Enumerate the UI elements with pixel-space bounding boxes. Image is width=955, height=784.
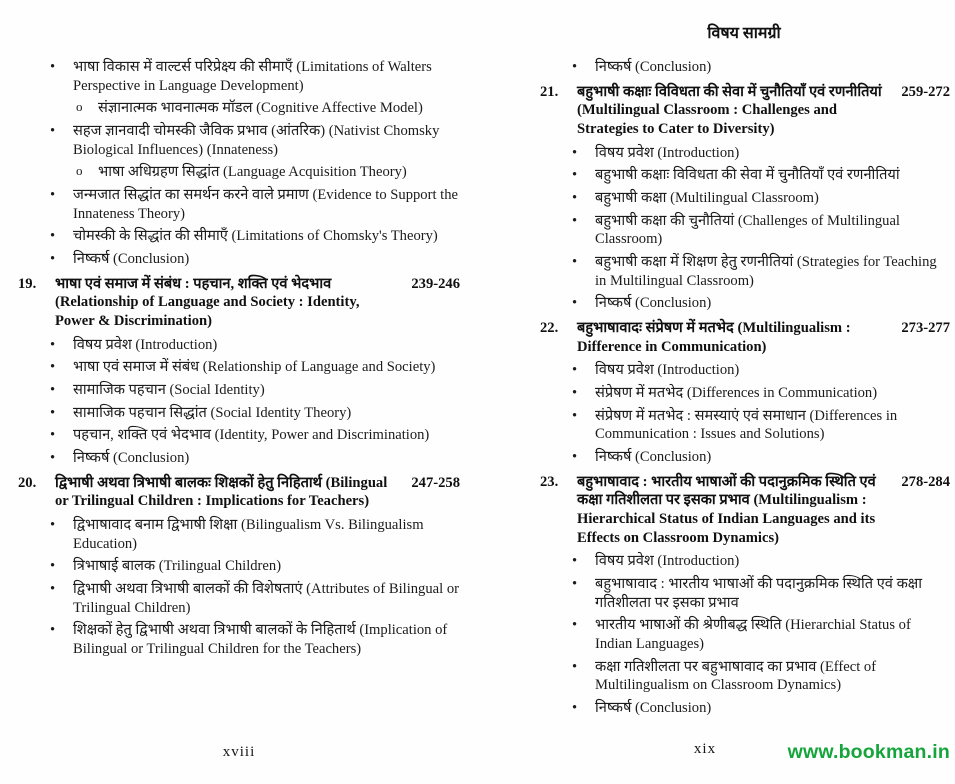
bullet-text: बहुभाषी कक्षा (Multilingual Classroom) (595, 190, 819, 207)
entry-page-range: 273-277 (901, 320, 950, 337)
bullet-icon: • (50, 59, 56, 75)
bullet-text: संप्रेषण में मतभेद (Differences in Communication) (595, 385, 878, 402)
bullet-text: त्रिभाषाई बालक (Trilingual Children) (73, 558, 282, 575)
sub-bullet-icon: o (76, 99, 83, 115)
toc-entry (18, 58, 460, 269)
bullet-text: निष्कर्ष (Conclusion) (595, 449, 712, 466)
bullet-text: निष्कर्ष (Conclusion) (595, 700, 712, 717)
toc-bullet (50, 122, 460, 159)
entry-page-range: 278-284 (901, 473, 950, 490)
bullet-icon: • (50, 228, 56, 245)
toc-bullet (50, 426, 460, 445)
bullet-text: विषय प्रवेश (Introduction) (595, 144, 740, 161)
entry-page-range: 259-272 (901, 83, 950, 100)
bullet-icon: • (572, 700, 578, 717)
toc-bullet (572, 253, 950, 290)
watermark-bookman: www.bookman.in (787, 741, 950, 763)
toc-bullet (572, 658, 950, 695)
entry-number: 23. (540, 473, 559, 490)
entry-heading (540, 83, 950, 139)
entry-heading (18, 275, 460, 331)
toc-bullet (50, 381, 460, 400)
bullet-text: बहुभाषी कक्षा की चुनौतियां (Challenges of Multilingual Classroom) (595, 212, 900, 248)
bullet-text: बहुभाषावाद : भारतीय भाषाओं की पदानुक्रमिक स्थिति एवं कक्षा गतिशीलता पर इसका प्रभाव (595, 576, 923, 611)
bullet-text: द्विभाषावाद बनाम द्विभाषी शिक्षा (Bilingualism Vs. Bilingualism Education) (73, 517, 424, 552)
toc-bullet (50, 227, 460, 246)
bullet-text: चोमस्की के सिद्धांत की सीमाएँ (Limitations of Chomsky's Theory) (73, 228, 438, 245)
bullet-icon: • (50, 187, 56, 204)
toc-bullet (76, 99, 460, 118)
bullet-text: संप्रेषण में मतभेद : समस्याएं एवं समाधान (Differences in Communication : Issues and Solutions) (595, 407, 898, 443)
bullet-text: सामाजिक पहचान सिद्धांत (Social Identity Theory) (73, 404, 352, 421)
toc-bullet (50, 449, 460, 468)
toc-bullet (572, 361, 950, 380)
bullet-icon: • (572, 295, 578, 312)
bullet-text: शिक्षकों हेतु द्विभाषी अथवा त्रिभाषी बालकों के निहितार्थ (Implication of Bilingual or Trilingual Children for the Teachers) (73, 622, 448, 658)
bullet-icon: • (572, 254, 578, 271)
bullet-list (50, 516, 460, 659)
bullet-list (572, 144, 950, 313)
bullet-icon: • (50, 336, 56, 353)
bullet-text: जन्मजात सिद्धांत का समर्थन करने वाले प्रमाण (Evidence to Support the Innateness Theory) (73, 187, 458, 222)
toc-bullet (572, 575, 950, 612)
bullet-icon: • (572, 449, 578, 466)
entry-title: बहुभाषी कक्षाः विविधता की सेवा में चुनौतियाँ एवं रणनीतियां (Multilingual Classroom : Challenges and Strategies to Cater to Diversity) (577, 83, 882, 138)
entry-title: बहुभाषावादः संप्रेषण में मतभेद (Multilingualism : Difference in Communication) (577, 320, 851, 355)
right-page-number: xix (693, 741, 717, 757)
toc-bullet (572, 166, 950, 185)
toc-bullet (572, 294, 950, 313)
bullet-list (572, 58, 950, 77)
toc-bullet (50, 58, 460, 95)
bullet-icon: • (50, 251, 56, 268)
bullet-icon: • (50, 558, 56, 575)
bullet-icon: • (50, 404, 56, 421)
toc-bullet (50, 516, 460, 553)
bullet-text: द्विभाषी अथवा त्रिभाषी बालकों की विशेषताएं (Attributes of Bilingual or Trilingual Children) (73, 581, 459, 616)
bullet-text: भारतीय भाषाओं की श्रेणीबद्ध स्थिति (Hierarchial Status of Indian Languages) (595, 617, 911, 653)
toc-bullet (50, 186, 460, 223)
toc-bullet (572, 616, 950, 653)
toc-entry (18, 275, 460, 468)
right-page-toc-column (540, 58, 950, 722)
bullet-icon: • (572, 362, 578, 379)
left-page-toc-column (18, 58, 460, 663)
toc-bullet (572, 407, 950, 444)
bullet-icon: • (572, 167, 578, 184)
toc-bullet (572, 699, 950, 718)
bullet-icon: • (572, 576, 578, 593)
toc-bullet (50, 404, 460, 423)
bullet-icon: • (50, 622, 56, 639)
bullet-icon: • (50, 581, 56, 598)
bullet-list (50, 58, 460, 269)
bullet-text: विषय प्रवेश (Introduction) (595, 553, 740, 570)
toc-entry (540, 473, 950, 718)
bullet-text: निष्कर्ष (Conclusion) (595, 295, 712, 312)
bullet-icon: • (572, 658, 578, 675)
bullet-icon: • (50, 427, 56, 444)
entry-number: 20. (18, 474, 37, 491)
entry-number: 19. (18, 275, 37, 292)
bullet-icon: • (572, 385, 578, 402)
bullet-text: भाषा विकास में वाल्टर्स परिप्रेक्ष्य की सीमाएँ (Limitations of Walters Perspective in Language Development) (73, 59, 432, 94)
bullet-text: सहज ज्ञानवादी चोमस्की जैविक प्रभाव (आंतरिक) (Nativist Chomsky Biological Influences) (Innateness) (73, 123, 440, 158)
toc-bullet (50, 580, 460, 617)
toc-bullet (572, 189, 950, 208)
entry-heading (540, 319, 950, 356)
bullet-icon: • (50, 382, 56, 399)
bullet-icon: • (572, 553, 578, 570)
toc-entry (540, 58, 950, 77)
bullet-text: निष्कर्ष (Conclusion) (73, 450, 190, 467)
bullet-icon: • (50, 450, 56, 467)
bullet-icon: • (572, 212, 578, 229)
bullet-text: विषय प्रवेश (Introduction) (73, 336, 218, 353)
bullet-text: निष्कर्ष (Conclusion) (73, 251, 190, 268)
entry-heading (540, 473, 950, 548)
bullet-text: सामाजिक पहचान (Social Identity) (73, 382, 265, 399)
toc-bullet (572, 384, 950, 403)
entry-title: भाषा एवं समाज में संबंध : पहचान, शक्ति एवं भेदभाव (Relationship of Language and Society : Identity, Power & Discrimination) (55, 275, 360, 330)
bullet-list (50, 336, 460, 468)
bullet-text: पहचान, शक्ति एवं भेदभाव (Identity, Power and Discrimination) (73, 427, 430, 444)
toc-entry (540, 319, 950, 467)
bullet-icon: • (50, 517, 56, 534)
toc-bullet (50, 336, 460, 355)
bullet-text: निष्कर्ष (Conclusion) (595, 59, 712, 75)
entry-number: 21. (540, 83, 559, 100)
left-page-number: xviii (222, 744, 256, 760)
bullet-text: भाषा अधिग्रहण सिद्धांत (Language Acquisition Theory) (98, 164, 407, 181)
toc-bullet (572, 212, 950, 249)
toc-bullet (76, 163, 460, 182)
toc-bullet (50, 621, 460, 658)
bullet-icon: • (50, 123, 56, 140)
toc-bullet (50, 358, 460, 377)
toc-bullet (572, 448, 950, 467)
entry-page-range: 247-258 (411, 474, 460, 491)
entry-heading (18, 474, 460, 511)
bullet-icon: • (572, 59, 578, 75)
bullet-icon: • (572, 190, 578, 207)
toc-bullet (572, 58, 950, 77)
bullet-icon: • (50, 359, 56, 376)
toc-bullet (50, 557, 460, 576)
toc-entry (18, 474, 460, 659)
toc-bullet (50, 250, 460, 269)
sub-bullet-icon: o (76, 163, 83, 179)
page-header: विषय सामग्री (707, 25, 781, 42)
toc-bullet (572, 552, 950, 571)
bullet-icon: • (572, 617, 578, 634)
toc-bullet (572, 144, 950, 163)
bullet-text: विषय प्रवेश (Introduction) (595, 362, 740, 379)
entry-title: बहुभाषावाद : भारतीय भाषाओं की पदानुक्रमिक स्थिति एवं कक्षा गतिशीलता पर इसका प्रभाव (Multilingualism : Hierarchical Status of Indian Languages and its Effects on Classroom Dynamics) (577, 473, 876, 546)
toc-entry (540, 83, 950, 313)
entry-number: 22. (540, 320, 559, 337)
bullet-text: कक्षा गतिशीलता पर बहुभाषावाद का प्रभाव (Effect of Multilingualism on Classroom Dynamics) (595, 658, 877, 694)
bullet-list (572, 552, 950, 717)
bullet-text: बहुभाषी कक्षा में शिक्षण हेतु रणनीतियां (Strategies for Teaching in Multilingual Classroom) (595, 254, 937, 289)
bullet-list (572, 361, 950, 466)
entry-title: द्विभाषी अथवा त्रिभाषी बालकः शिक्षकों हेतु निहितार्थ (Bilingual or Trilingual Children : Implications for Teachers) (55, 474, 388, 510)
entry-page-range: 239-246 (411, 275, 460, 292)
bullet-icon: • (572, 407, 578, 424)
bullet-icon: • (572, 144, 578, 161)
bullet-text: बहुभाषी कक्षाः विविधता की सेवा में चुनौतियाँ एवं रणनीतियां (595, 167, 900, 184)
bullet-text: संज्ञानात्मक भावनात्मक मॉडल (Cognitive Affective Model) (98, 100, 423, 117)
bullet-text: भाषा एवं समाज में संबंध (Relationship of Language and Society) (73, 359, 436, 376)
